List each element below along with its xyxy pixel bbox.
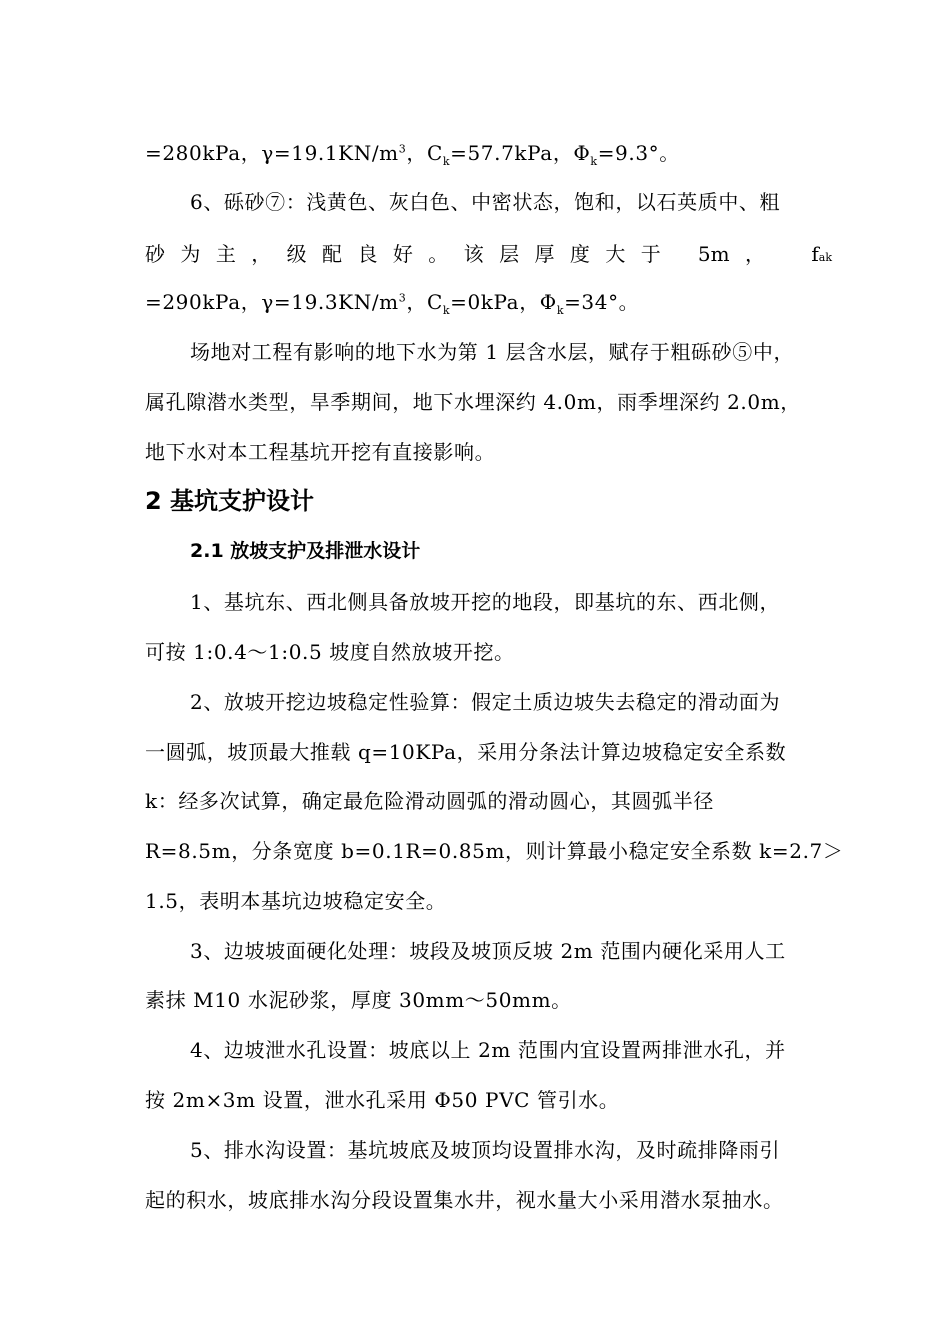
text-line-item2-a: 2、放坡开挖边坡稳定性验算：假定土质边坡失去稳定的滑动面为 <box>190 690 781 714</box>
superscript: 3 <box>398 291 407 305</box>
text-segment: =290kPa，γ=19.3KN/m <box>145 290 399 314</box>
text-fak-symbol <box>811 242 832 270</box>
text-line-item5-b: 起的积水，坡底排水沟分段设置集水井，视水量大小采用潜水泵抽水。 <box>145 1188 784 1212</box>
text-line-soil-params-2 <box>145 290 640 317</box>
text-line-item2-e: 1.5，表明本基坑边坡稳定安全。 <box>145 889 447 913</box>
text-line-item3-a: 3、边坡坡面硬化处理：坡段及坡顶反坡 2m 范围内硬化采用人工 <box>190 939 786 963</box>
text-line-groundwater-1: 场地对工程有影响的地下水为第 1 层含水层，赋存于粗砾砂⑤中， <box>190 340 795 364</box>
text-line-item3-b: 素抹 M10 水泥砂浆，厚度 30mm～50mm。 <box>145 988 572 1012</box>
text-line-groundwater-2: 属孔隙潜水类型，旱季期间，地下水埋深约 4.0m，雨季埋深约 2.0m， <box>145 390 801 414</box>
text-line-item1-b: 可按 1:0.4～1:0.5 坡度自然放坡开挖。 <box>145 640 515 664</box>
subscript: k <box>442 155 451 168</box>
text-line-item1-a: 1、基坑东、西北侧具备放坡开挖的地段，即基坑的东、西北侧， <box>190 590 781 614</box>
section-heading: 2 基坑支护设计 <box>145 487 315 515</box>
text-segment: =0kPa，Φ <box>450 290 557 314</box>
subsection-heading: 2.1 放坡支护及排泄水设计 <box>190 540 421 562</box>
subscript: k <box>556 304 565 317</box>
text-line-gravel-sand: 6、砾砂⑦：浅黄色、灰白色、中密状态，饱和，以石英质中、粗 <box>190 190 781 214</box>
text-segment: =280kPa，γ=19.1KN/m <box>145 141 399 165</box>
text-line-item4-a: 4、边坡泄水孔设置：坡底以上 2m 范围内宜设置两排泄水孔，并 <box>190 1038 786 1062</box>
text-line-item2-c: k：经多次试算，确定最危险滑动圆弧的滑动圆心，其圆弧半径 <box>145 789 714 813</box>
text-line-groundwater-3: 地下水对本工程基坑开挖有直接影响。 <box>145 440 496 464</box>
text-segment: =34°。 <box>564 290 640 314</box>
subscript: k <box>590 155 598 168</box>
text-segment: ，C <box>406 141 443 165</box>
superscript: 3 <box>398 142 407 156</box>
text-segment: f <box>811 242 819 266</box>
text-line-item5-a: 5、排水沟设置：基坑坡底及坡顶均设置排水沟，及时疏排降雨引 <box>190 1138 781 1162</box>
text-line-item2-d: R=8.5m，分条宽度 b=0.1R=0.85m，则计算最小稳定安全系数 k=2.7＞ <box>145 839 844 863</box>
text-segment: =57.7kPa，Φ <box>450 141 591 165</box>
text-line-soil-params-1 <box>145 141 680 168</box>
text-segment: ，C <box>406 290 443 314</box>
subscript: k <box>442 304 451 317</box>
subscript: ak <box>818 251 832 264</box>
text-line-gravel-grading: 砂为主，级配良好。该层厚度大于 5m， <box>145 242 765 266</box>
text-line-item4-b: 按 2m×3m 设置，泄水孔采用 Φ50 PVC 管引水。 <box>145 1088 620 1112</box>
text-line-item2-b: 一圆弧，坡顶最大推载 q=10KPa，采用分条法计算边坡稳定安全系数 <box>145 740 787 764</box>
text-segment: =9.3°。 <box>597 141 680 165</box>
